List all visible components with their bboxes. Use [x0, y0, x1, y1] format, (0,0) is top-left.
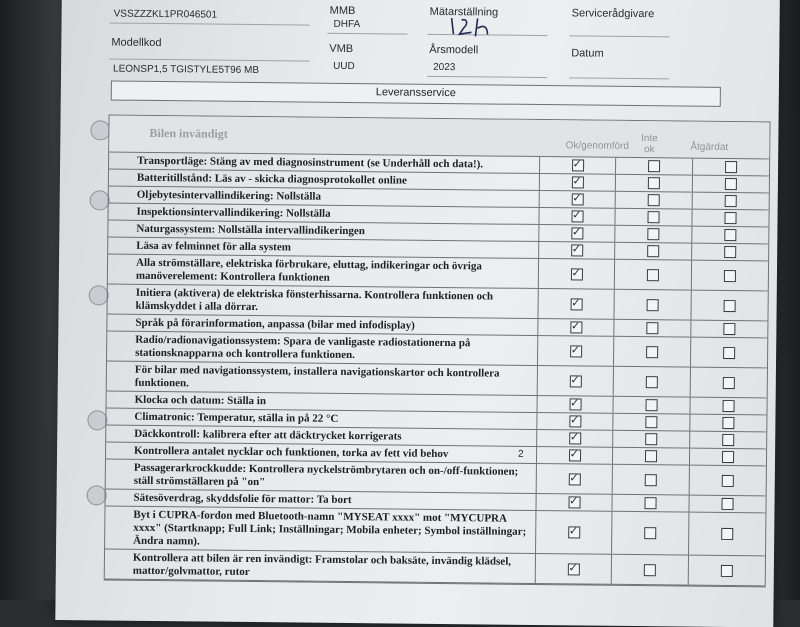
checkbox-cell — [616, 175, 693, 192]
checkbox-cell — [540, 157, 617, 174]
checkbox-cell — [693, 193, 769, 210]
checkbox-ok[interactable] — [571, 193, 583, 205]
checkbox-cell — [692, 261, 768, 291]
row-text: Inspektionsintervallindikering: Nollställa — [108, 204, 539, 225]
row-text: Kontrollera att bilen är ren invändigt: Framstolar och baksäte, invändig klädsel, mattor/golvmattor, rutor — [105, 549, 536, 583]
checkbox-cell — [692, 291, 768, 321]
checkbox-ok[interactable] — [569, 432, 581, 444]
row-text: Klocka och datum: Ställa in — [107, 391, 538, 412]
checkbox-atgardat[interactable] — [724, 246, 736, 258]
checkbox-cell — [690, 466, 766, 496]
checkbox-ok[interactable] — [570, 345, 582, 357]
checkbox-atgardat[interactable] — [725, 212, 737, 224]
checkbox-atgardat[interactable] — [724, 299, 736, 311]
checkbox-inte-ok[interactable] — [648, 228, 660, 240]
checkbox-atgardat[interactable] — [724, 269, 736, 281]
checkbox-inte-ok[interactable] — [644, 564, 656, 576]
row-text: Batteritillstånd: Läs av - skicka diagnosprotokollet online — [109, 170, 540, 191]
checkbox-cell — [690, 496, 766, 513]
checkbox-ok[interactable] — [571, 227, 583, 239]
checkbox-inte-ok[interactable] — [647, 299, 659, 311]
checkbox-inte-ok[interactable] — [647, 245, 659, 257]
checkbox-atgardat[interactable] — [725, 161, 737, 173]
checkbox-inte-ok[interactable] — [645, 497, 657, 509]
checkbox-cell — [692, 244, 768, 261]
checkbox-cell — [539, 191, 616, 208]
table-heading: Bilen invändigt — [149, 125, 228, 141]
divider — [109, 58, 309, 61]
checkbox-ok[interactable] — [571, 244, 583, 256]
row-text: Naturgassystem: Nollställa intervallindikeringen — [108, 220, 539, 241]
checkbox-cell — [536, 494, 613, 511]
checkbox-ok[interactable] — [570, 268, 582, 280]
checkbox-atgardat[interactable] — [721, 564, 733, 576]
checkbox-cell — [614, 397, 691, 414]
row-text: Climatronic: Temperatur, ställa in på 22 °C — [106, 408, 537, 429]
checklist-rows — [105, 153, 769, 587]
checkbox-inte-ok[interactable] — [645, 450, 657, 462]
table-row — [105, 506, 765, 556]
checkbox-cell — [616, 158, 693, 175]
row-text: Kontrollera antalet nycklar och funktionen, torka av fett vid behov — [106, 442, 537, 463]
checkbox-cell — [538, 289, 615, 319]
row-text: För bilar med navigationssystem, installera navigationskartor och kontrollera funktionen. — [107, 361, 538, 395]
checkbox-ok[interactable] — [568, 526, 580, 538]
checkbox-cell — [689, 513, 765, 556]
checkbox-cell — [693, 176, 769, 193]
row-text: Byt i CUPRA-fordon med Bluetooth-namn "MYSEAT xxxx" mot "MYCUPRA xxxx" (Startknapp; Full Link; Inställningar; Mobila enheter; Symbol inställningar; Ändra namn). — [105, 506, 536, 553]
column-ok: Ok/genomförd — [565, 140, 630, 152]
modell-value: LEONSP1,5 TGISTYLE5T96 MB — [113, 63, 260, 77]
checkbox-cell — [691, 368, 767, 398]
checkbox-inte-ok[interactable] — [645, 527, 657, 539]
checkbox-cell — [536, 464, 613, 494]
checkbox-ok[interactable] — [571, 176, 583, 188]
checkbox-atgardat[interactable] — [722, 474, 734, 486]
checkbox-cell — [691, 415, 767, 432]
checkbox-cell — [537, 396, 614, 413]
checkbox-inte-ok[interactable] — [646, 433, 658, 445]
servicerad-label: Servicerådgivare — [571, 7, 655, 21]
checkbox-cell — [615, 320, 692, 337]
checkbox-cell — [616, 192, 693, 209]
checkbox-inte-ok[interactable] — [646, 416, 658, 428]
checkbox-ok[interactable] — [569, 415, 581, 427]
checkbox-atgardat[interactable] — [723, 346, 735, 358]
section-title-box — [111, 81, 721, 107]
checkbox-ok[interactable] — [572, 159, 584, 171]
checkbox-inte-ok[interactable] — [647, 322, 659, 334]
divider — [110, 23, 310, 26]
checkbox-cell — [691, 398, 767, 415]
checkbox-inte-ok[interactable] — [646, 399, 658, 411]
checkbox-cell — [693, 159, 769, 176]
row-text: Språk på förarinformation, anpassa (bilar med infodisplay) — [107, 314, 538, 335]
divider — [327, 33, 407, 35]
checkbox-cell — [690, 449, 766, 466]
checkbox-inte-ok[interactable] — [648, 194, 660, 206]
row-text: Däckkontroll: kalibrera efter att däcktrycket korrigerats — [106, 425, 537, 446]
checkbox-cell — [616, 209, 693, 226]
checkbox-ok[interactable] — [569, 398, 581, 410]
checkbox-cell — [614, 431, 691, 448]
checkbox-ok[interactable] — [567, 563, 579, 575]
checkbox-cell — [691, 338, 767, 368]
checkbox-atgardat[interactable] — [725, 195, 737, 207]
checkbox-ok[interactable] — [570, 321, 582, 333]
checkbox-atgardat[interactable] — [725, 178, 737, 190]
column-inte-ok: Inte ok — [640, 133, 658, 156]
row-text: Sätesöverdrag, skyddsfolie för mattor: Ta bort — [105, 489, 536, 510]
checkbox-cell — [693, 227, 769, 244]
vin-value: VSSZZZKL1PR046501 — [113, 8, 218, 21]
row-text: Passagerarkrockkudde: Kontrollera nyckelströmbrytaren och on-/off-funktionen; ställ strömställaren på "on" — [106, 459, 537, 493]
checkbox-atgardat[interactable] — [723, 400, 735, 412]
checkbox-atgardat[interactable] — [721, 528, 733, 540]
checkbox-ok[interactable] — [569, 449, 581, 461]
checkbox-cell — [537, 430, 614, 447]
checkbox-cell — [613, 448, 690, 465]
checkbox-cell — [693, 210, 769, 227]
arsmodell-label: Årsmodell — [429, 43, 479, 57]
checkbox-cell — [615, 260, 692, 290]
checkbox-cell — [616, 243, 693, 260]
section-title: Leveransservice — [375, 86, 456, 100]
checkbox-ok[interactable] — [570, 298, 582, 310]
row-extra-value: 2 — [518, 448, 524, 460]
mmb-value: DHFA — [333, 18, 361, 31]
checkbox-atgardat[interactable] — [722, 417, 734, 429]
divider — [427, 76, 547, 78]
checkbox-inte-ok[interactable] — [648, 177, 660, 189]
checkbox-cell — [690, 432, 766, 449]
row-text: Oljebytesintervallindikering: Nollställa — [109, 187, 540, 208]
row-text: Radio/radionavigationssystem: Spara de vanligaste radiostationerna på stationsknapparna och kontrollera funktionen. — [107, 331, 538, 365]
arsmodell-value: 2023 — [433, 61, 456, 74]
checkbox-cell — [539, 208, 616, 225]
checkbox-cell — [538, 336, 615, 366]
checkbox-cell — [540, 174, 617, 191]
row-text: Transportläge: Stäng av med diagnosinstrument (se Underhåll och data!). — [109, 153, 540, 174]
checkbox-cell — [539, 259, 616, 289]
checkbox-cell — [689, 556, 765, 586]
row-text: Läsa av felminnet för alla system — [108, 237, 539, 258]
checkbox-atgardat[interactable] — [724, 229, 736, 241]
checkbox-ok[interactable] — [568, 473, 580, 485]
datum-label: Datum — [571, 47, 604, 60]
checkbox-cell — [537, 413, 614, 430]
checkbox-cell — [613, 512, 690, 555]
checkbox-cell — [616, 226, 693, 243]
checkbox-cell — [614, 367, 691, 397]
checkbox-cell — [535, 554, 612, 584]
row-text: Alla strömställare, elektriska förbrukare, eluttag, indikeringar och övriga manöverelement: Kontrollera funktionen — [108, 254, 539, 288]
checkbox-cell — [615, 290, 692, 320]
checkbox-atgardat[interactable] — [723, 323, 735, 335]
checkbox-inte-ok[interactable] — [648, 211, 660, 223]
checkbox-cell — [536, 511, 613, 554]
service-form-sheet — [55, 0, 780, 627]
checkbox-cell — [537, 447, 614, 464]
vmb-label: VMB — [329, 42, 354, 56]
vmb-value: UUD — [333, 60, 355, 73]
checkbox-cell — [614, 337, 691, 367]
modellkod-label: Modellkod — [111, 36, 162, 50]
mmb-label: MMB — [329, 4, 356, 18]
column-atgardat: Åtgärdat — [690, 141, 729, 153]
checkbox-cell — [692, 321, 768, 338]
checkbox-inte-ok[interactable] — [646, 376, 658, 388]
table-row — [105, 549, 765, 586]
checkbox-cell — [538, 319, 615, 336]
checkbox-atgardat[interactable] — [722, 451, 734, 463]
checkbox-cell — [613, 465, 690, 495]
checkbox-cell — [613, 495, 690, 512]
checkbox-cell — [539, 242, 616, 259]
checkbox-inte-ok[interactable] — [647, 269, 659, 281]
checkbox-cell — [537, 366, 614, 396]
row-text: Initiera (aktivera) de elektriska fönsterhissarna. Kontrollera funktionen och klämskyddet i alla dörrar. — [108, 284, 539, 318]
checkbox-cell — [614, 414, 691, 431]
checkbox-atgardat[interactable] — [722, 434, 734, 446]
checkbox-inte-ok[interactable] — [648, 160, 660, 172]
checkbox-atgardat[interactable] — [723, 376, 735, 388]
checkbox-inte-ok[interactable] — [645, 474, 657, 486]
checkbox-ok[interactable] — [569, 375, 581, 387]
divider — [569, 35, 669, 37]
matarstallning-label: Mätarställning — [429, 5, 499, 19]
checkbox-ok[interactable] — [568, 496, 580, 508]
checklist-table — [104, 114, 771, 587]
checkbox-ok[interactable] — [571, 210, 583, 222]
checkbox-inte-ok[interactable] — [646, 346, 658, 358]
checkbox-cell — [612, 555, 689, 585]
checkbox-atgardat[interactable] — [722, 498, 734, 510]
divider — [569, 77, 669, 79]
checkbox-cell — [539, 225, 616, 242]
handwritten-mileage — [447, 14, 507, 39]
